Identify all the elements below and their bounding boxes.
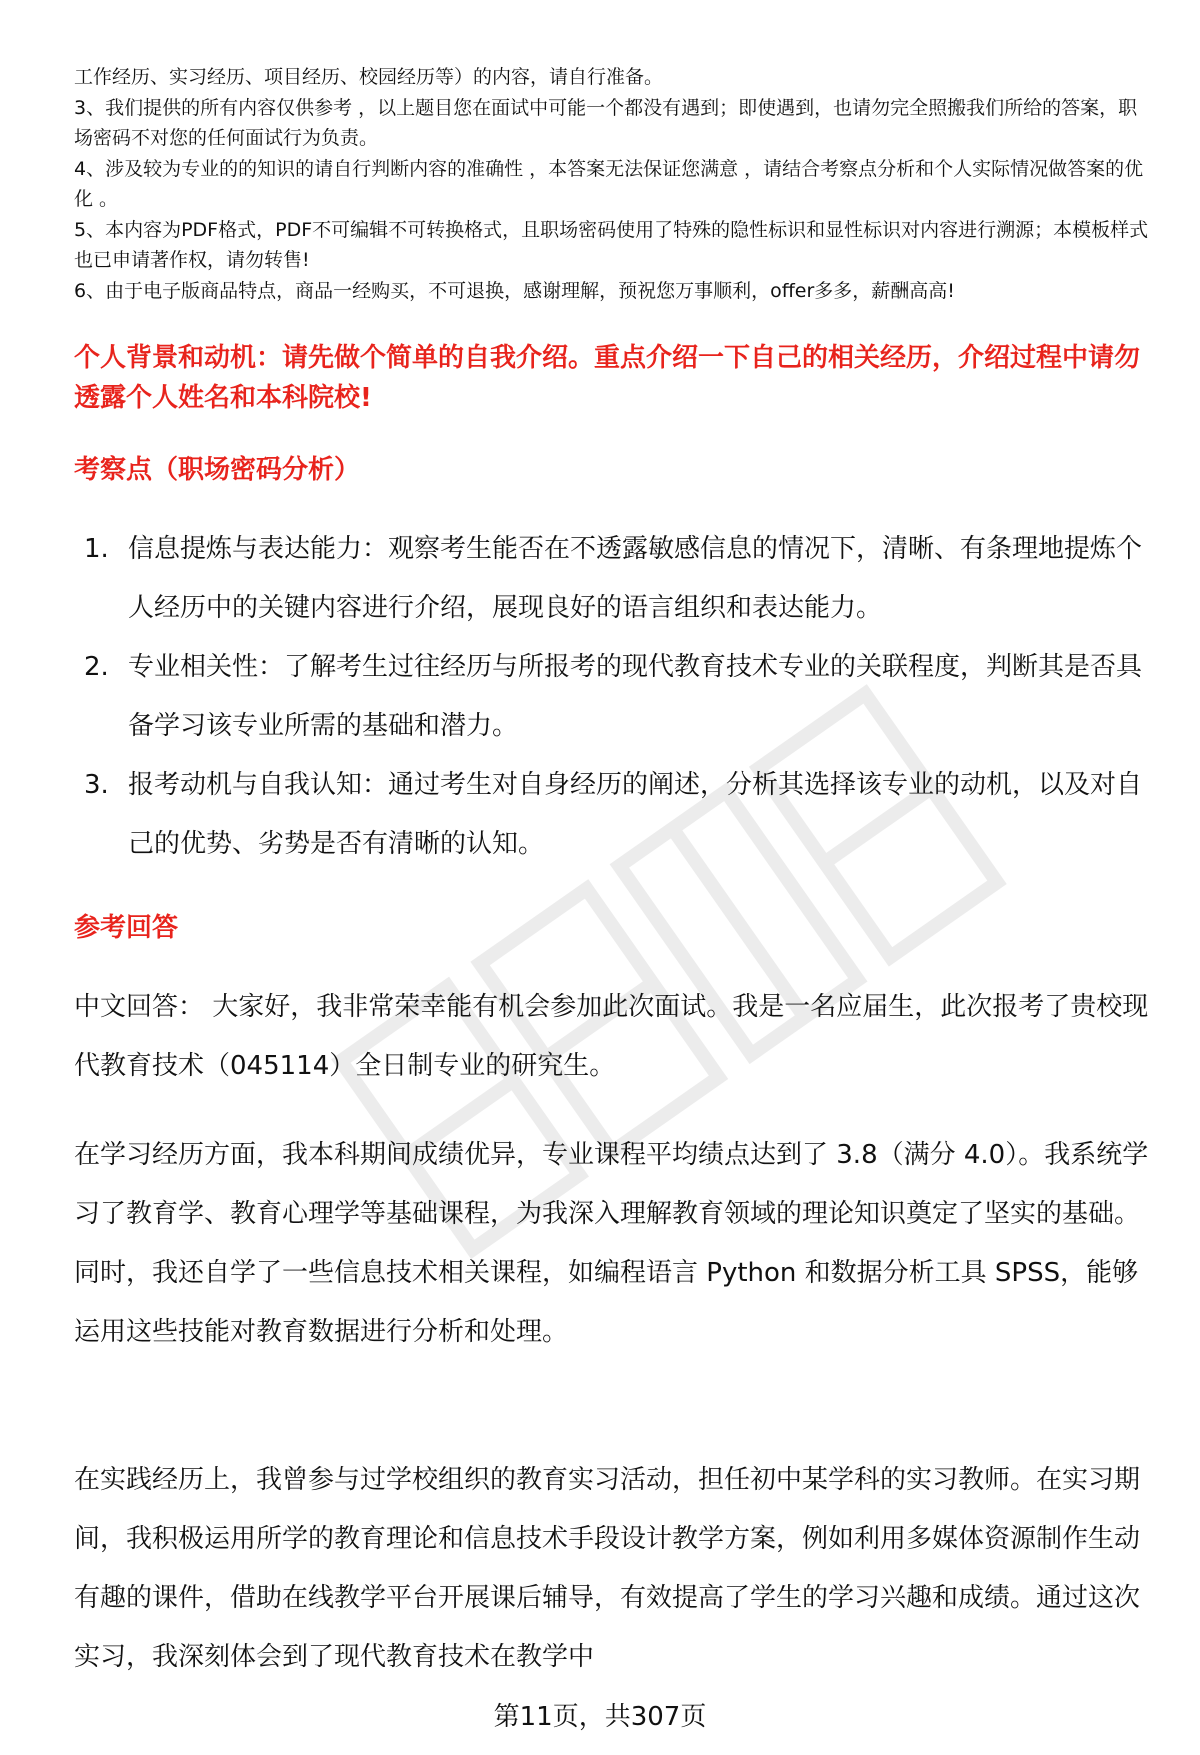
question-heading: 个人背景和动机：请先做个简单的自我介绍。重点介绍一下自己的相关经历，介绍过程中请勿透露个人姓名和本科院校! [74,343,1141,413]
list-item [74,756,1154,874]
list-item [74,520,1154,638]
reference-heading: 参考回答 [74,913,179,943]
notice-line: 4、涉及较为专业的的知识的请自行判断内容的准确性 ，本答案无法保证您满意 ，请结合考察点分析和个人实际情况做答案的优化 。 [74,157,1144,210]
notice-block [74,62,1154,306]
list-item-number: 2. [84,652,109,682]
list-item-number: 1. [84,534,109,564]
notice-line: 3、我们提供的所有内容仅供参考 ，以上题目您在面试中可能一个都没有遇到；即使遇到，也请勿完全照搬我们所给的答案，职场密码不对您的任何面试行为负责。 [74,96,1138,149]
list-item [74,638,1154,756]
analysis-points-list [74,520,1154,874]
notice-line: 工作经历、实习经历、项目经历、校园经历等）的内容，请自行准备。 [74,66,664,88]
notice-line: 6、由于电子版商品特点，商品一经购买，不可退换，感谢理解，预祝您万事顺利，offer多多，薪酬高高! [74,279,955,302]
list-item-number: 3. [84,770,109,800]
analysis-heading: 考察点（职场密码分析） [74,455,361,485]
page-number: 第11页，共307页 [493,1702,707,1732]
answer-paragraph: 中文回答： 大家好，我非常荣幸能有机会参加此次面试。我是一名应届生，此次报考了贵校现代教育技术（045114）全日制专业的研究生。 [74,992,1149,1081]
answer-paragraph: 在学习经历方面，我本科期间成绩优异，专业课程平均绩点达到了 3.8（满分 4.0）。我系统学习了教育学、教育心理学等基础课程，为我深入理解教育领域的理论知识奠定了坚实的基础。同时，我还自学了一些信息技术相关课程，如编程语言 Python 和数据分析工具 SPSS，能够运用这些技能对教育数据进行分析和处理。 [74,1140,1149,1347]
list-item-text: 信息提炼与表达能力：观察考生能否在不透露敏感信息的情况下，清晰、有条理地提炼个人经历中的关键内容进行介绍，展现良好的语言组织和表达能力。 [128,534,1143,623]
list-item-text: 报考动机与自我认知：通过考生对自身经历的阐述，分析其选择该专业的动机，以及对自己的优势、劣势是否有清晰的认知。 [128,770,1143,859]
list-item-text: 专业相关性：了解考生过往经历与所报考的现代教育技术专业的关联程度，判断其是否具备学习该专业所需的基础和潜力。 [128,652,1143,741]
answer-paragraph: 在实践经历上，我曾参与过学校组织的教育实习活动，担任初中某学科的实习教师。在实习期间，我积极运用所学的教育理论和信息技术手段设计教学方案，例如利用多媒体资源制作生动有趣的课件，借助在线教学平台开展课后辅导，有效提高了学生的学习兴趣和成绩。通过这次实习，我深刻体会到了现代教育技术在教学中 [74,1465,1141,1672]
notice-line: 5、本内容为PDF格式，PDF不可编辑不可转换格式，且职场密码使用了特殊的隐性标识和显性标识对内容进行溯源；本模板样式也已申请著作权，请勿转售! [74,218,1149,271]
